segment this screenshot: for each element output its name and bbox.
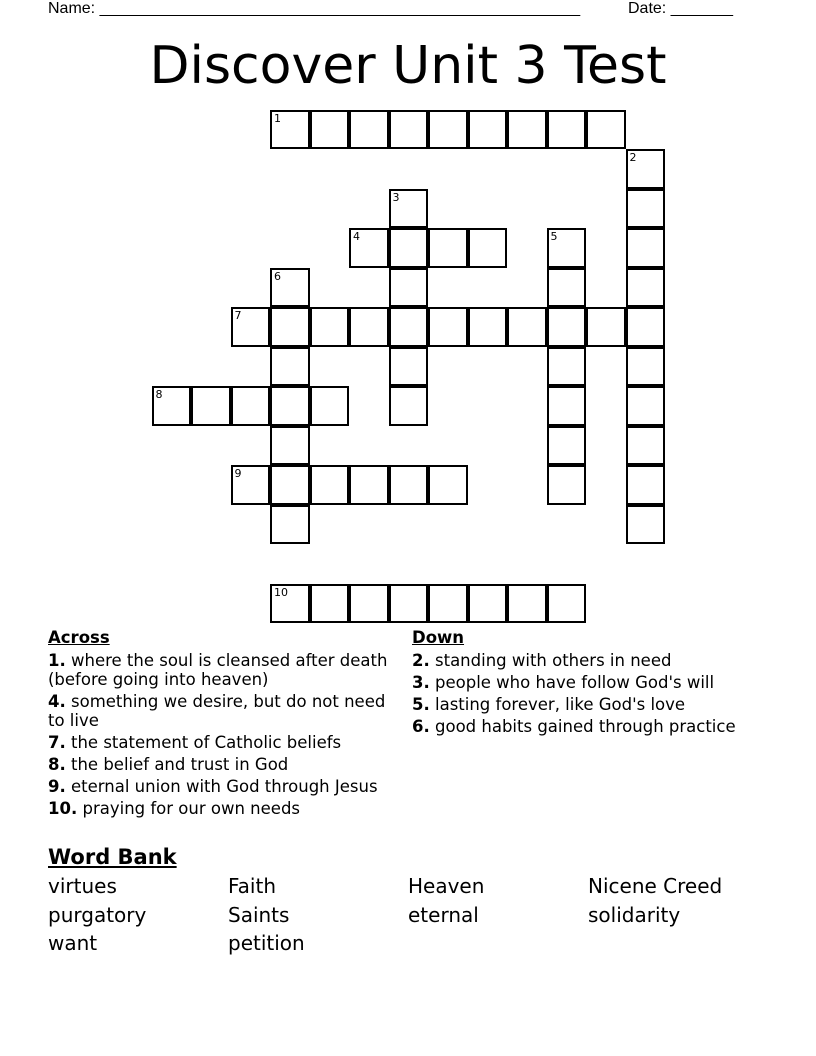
clue-number: 5 [550,230,558,243]
clue-item [412,673,742,692]
clue-number: 1 [274,111,281,125]
grid-cell[interactable] [626,189,666,229]
page-title: Discover Unit 3 Test [149,36,667,96]
word-bank-word: Heaven [408,874,485,898]
clue-item-text: where the soul is cleansed after death (before going into heaven) [48,651,388,689]
grid-cell[interactable] [626,268,666,308]
clue-item-text: something we desire, but do not need to live [48,692,386,730]
grid-cell[interactable] [428,307,468,347]
clue-item [48,777,393,796]
clue-item-number: 5. [412,695,430,714]
clue-item-text: people who have follow God's will [435,673,715,692]
grid-cell[interactable] [547,584,587,624]
word-bank-word: virtues [48,874,117,898]
clue-number: 9 [234,467,242,480]
grid-cell[interactable] [428,584,468,624]
grid-cell[interactable] [270,426,310,466]
grid-cell[interactable] [231,465,271,505]
word-bank-word: Nicene Creed [588,874,723,898]
clue-item-number: 3. [412,673,430,692]
grid-cell[interactable] [231,386,271,426]
grid-cell[interactable] [547,307,587,347]
grid-cell[interactable] [547,110,587,150]
grid-cell[interactable] [389,386,429,426]
clue-number: 8 [155,388,163,401]
grid-cell[interactable] [349,584,389,624]
clue-item-text: lasting forever, like God's love [435,695,686,714]
grid-cell[interactable] [626,228,666,268]
clue-number: 2 [629,151,637,164]
grid-cell[interactable] [389,307,429,347]
grid-cell[interactable] [389,584,429,624]
clue-item-number: 7. [48,733,66,752]
grid-cell[interactable] [586,307,626,347]
grid-cell[interactable] [389,465,429,505]
grid-cell[interactable] [270,347,310,387]
grid-cell[interactable] [389,228,429,268]
clue-item [48,799,393,818]
grid-cell[interactable] [270,386,310,426]
across-clues [48,628,393,821]
clue-item-number: 9. [48,777,66,796]
grid-cell[interactable] [349,110,389,150]
clue-number: 4 [353,230,360,243]
grid-cell[interactable] [468,110,508,150]
clue-item-number: 1. [48,651,66,670]
grid-cell[interactable] [547,426,587,466]
clue-item [48,755,393,774]
grid-cell[interactable] [310,465,350,505]
down-clue-list [412,651,742,736]
grid-cell[interactable] [507,307,547,347]
grid-cell[interactable] [468,307,508,347]
clue-item [412,695,742,714]
name-line: Name: ______________________________________________________ [48,0,581,17]
grid-cell[interactable] [468,228,508,268]
grid-cell[interactable] [310,110,350,150]
clue-item-text: standing with others in need [435,651,672,670]
clue-number: 6 [274,269,281,283]
grid-cell[interactable] [626,149,666,189]
grid-cell[interactable] [547,347,587,387]
word-bank-word: purgatory [48,902,147,927]
grid-cell[interactable] [547,268,587,308]
grid-cell[interactable] [626,426,666,466]
clue-item-number: 10. [48,799,78,818]
grid-cell[interactable] [349,307,389,347]
word-bank-word: Faith [228,874,276,898]
grid-cell[interactable] [389,110,429,150]
grid-cell[interactable] [191,386,231,426]
word-bank [48,872,768,958]
clue-item-number: 8. [48,755,66,774]
grid-cell[interactable] [428,110,468,150]
grid-cell[interactable] [428,465,468,505]
clue-item-text: praying for our own needs [82,799,301,818]
word-bank-word: want [48,931,98,955]
grid-cell[interactable] [626,386,666,426]
grid-cell[interactable] [310,386,350,426]
grid-cell[interactable] [310,307,350,347]
clue-number: 7 [234,309,242,322]
word-bank-word: Saints [228,902,290,927]
grid-cell[interactable] [231,307,271,347]
word-bank-title: Word Bank [48,845,177,869]
grid-cell[interactable] [507,110,547,150]
grid-cell[interactable] [428,228,468,268]
grid-cell[interactable] [270,110,310,150]
clue-item [48,651,393,689]
grid-cell[interactable] [389,347,429,387]
down-clues [412,628,742,739]
clue-item-text: the statement of Catholic beliefs [71,733,342,752]
clue-item [48,692,393,730]
grid-cell[interactable] [389,268,429,308]
grid-cell[interactable] [270,465,310,505]
word-bank-word: solidarity [588,902,681,927]
clue-number: 3 [392,190,400,204]
grid-cell[interactable] [547,465,587,505]
clue-item-number: 2. [412,651,430,670]
grid-cell[interactable] [270,268,310,308]
word-bank-word: petition [228,931,305,955]
grid-cell[interactable] [626,307,666,347]
grid-cell[interactable] [389,189,429,229]
grid-cell[interactable] [507,584,547,624]
word-bank-word: eternal [408,902,479,927]
clue-item-text: the belief and trust in God [71,755,289,774]
clue-item-text: eternal union with God through Jesus [71,777,378,796]
grid-cell[interactable] [547,228,587,268]
grid-cell[interactable] [586,110,626,150]
clue-item-number: 4. [48,692,66,711]
grid-cell[interactable] [349,228,389,268]
clue-item-number: 6. [412,717,430,736]
grid-cell[interactable] [626,505,666,545]
grid-cell[interactable] [270,584,310,624]
clue-item-text: good habits gained through practice [435,717,736,736]
clue-item [412,717,742,736]
grid-cell[interactable] [270,505,310,545]
grid-cell[interactable] [468,584,508,624]
clue-item [412,651,742,670]
grid-cell[interactable] [349,465,389,505]
grid-cell[interactable] [547,386,587,426]
grid-cell[interactable] [270,307,310,347]
grid-cell[interactable] [310,584,350,624]
across-clue-list [48,651,393,818]
grid-cell[interactable] [626,347,666,387]
grid-cell[interactable] [152,386,192,426]
across-heading: Across [48,628,110,647]
down-heading: Down [412,628,465,647]
clue-number: 10 [274,585,288,599]
grid-cell[interactable] [626,465,666,505]
clue-item [48,733,393,752]
date-line: Date: _______ [628,0,733,17]
